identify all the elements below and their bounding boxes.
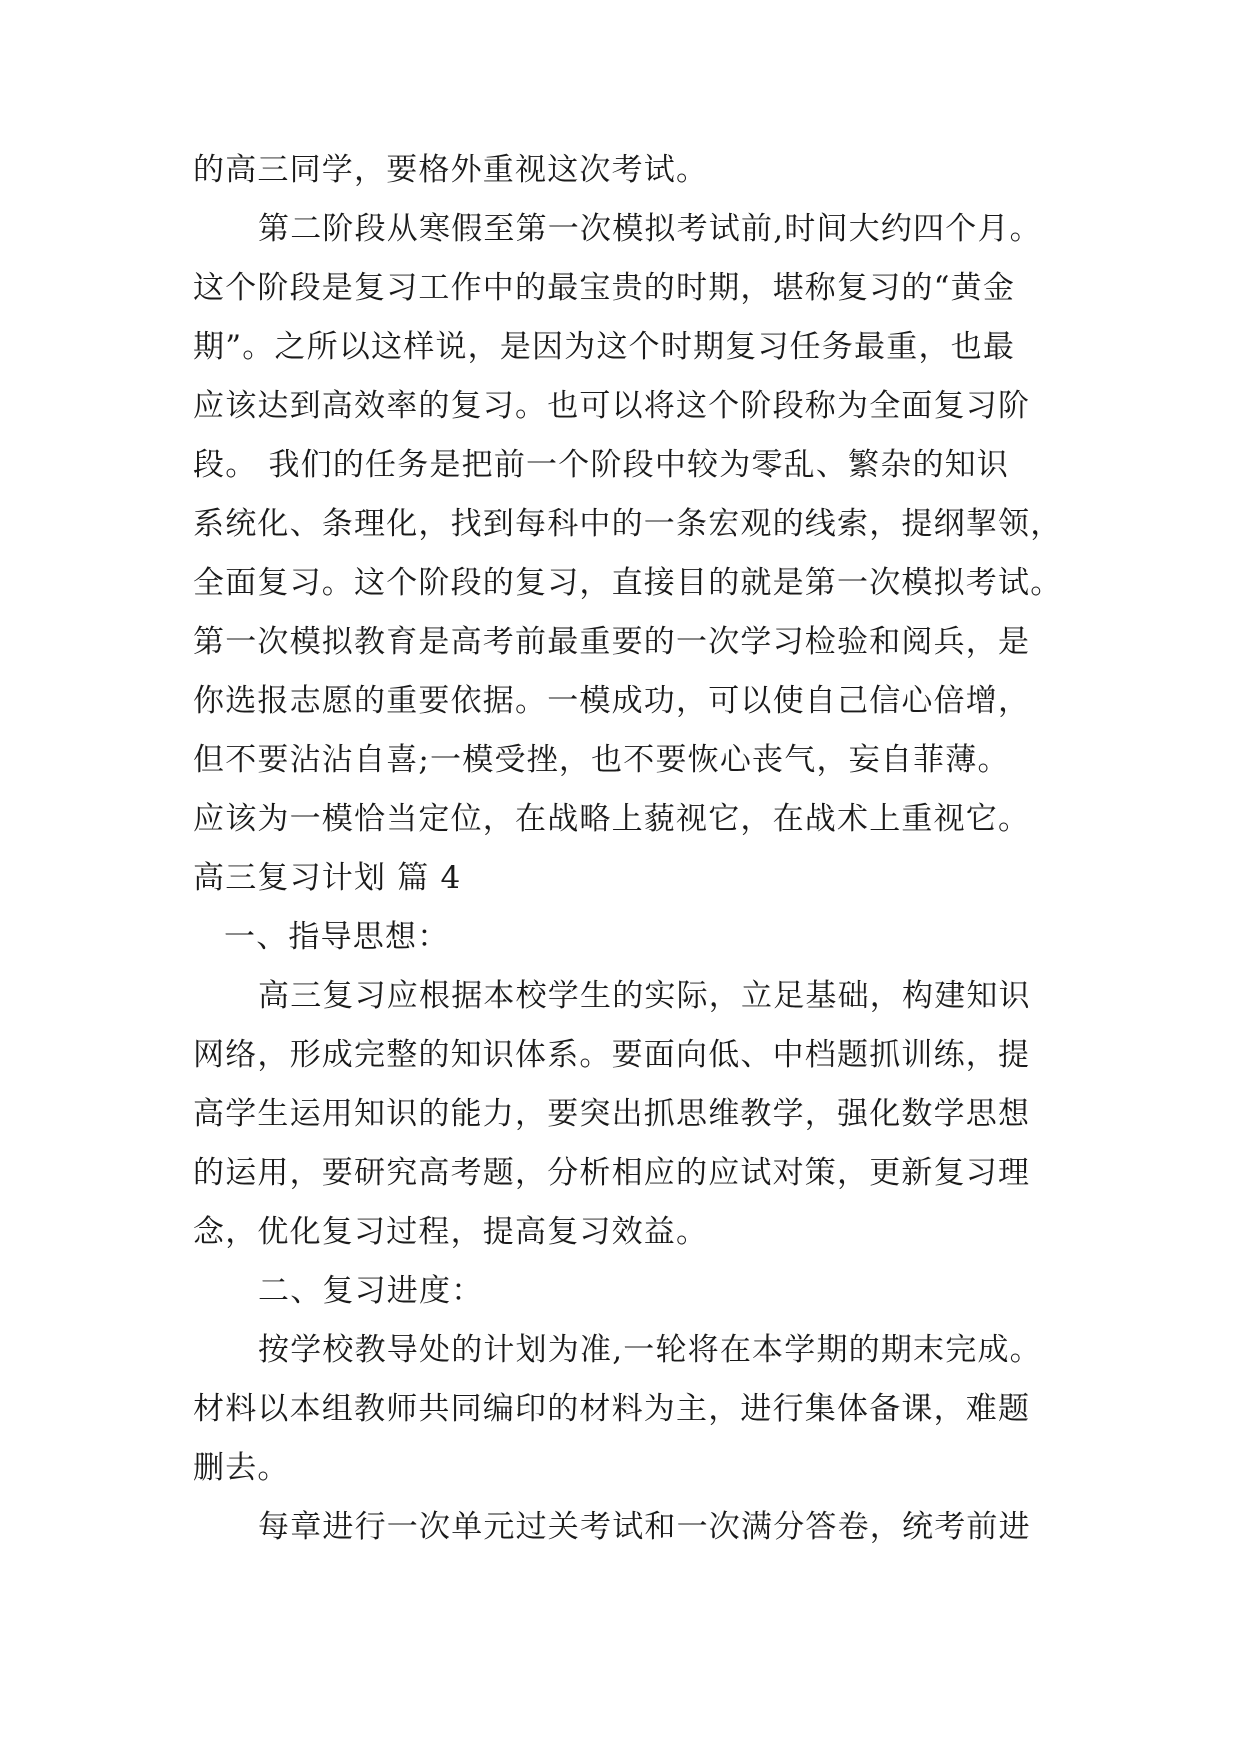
subheading: 一、指导思想：: [224, 919, 450, 955]
text-line: 的高三同学，要格外重视这次考试。: [193, 152, 709, 188]
text-line: 的运用，要研究高考题，分析相应的应试对策，更新复习理: [193, 1155, 1031, 1191]
text-line: 高三复习应根据本校学生的实际，立足基础，构建知识: [258, 978, 1031, 1014]
text-line: 但不要沾沾自喜;一模受挫，也不要恢心丧气，妄自菲薄。: [193, 742, 1010, 778]
subheading: 二、复习进度：: [258, 1273, 484, 1309]
text-line: 第一次模拟教育是高考前最重要的一次学习检验和阅兵，是: [193, 624, 1031, 660]
text-line: 全面复习。这个阶段的复习，直接目的就是第一次模拟考试。: [193, 565, 1063, 601]
text-line: 你选报志愿的重要依据。一模成功，可以使自己信心倍增，: [193, 683, 1031, 719]
section-heading: 高三复习计划 篇 4: [193, 860, 462, 896]
text-line: 删去。: [193, 1450, 290, 1486]
text-line: 应该为一模恰当定位，在战略上藐视它，在战术上重视它。: [193, 801, 1031, 837]
text-line: 应该达到高效率的复习。也可以将这个阶段称为全面复习阶: [193, 388, 1031, 424]
text-line: 材料以本组教师共同编印的材料为主，进行集体备课，难题: [193, 1391, 1031, 1427]
text-line: 高学生运用知识的能力，要突出抓思维教学，强化数学思想: [193, 1096, 1031, 1132]
text-line: 第二阶段从寒假至第一次模拟考试前,时间大约四个月。: [258, 211, 1042, 247]
text-line: 每章进行一次单元过关考试和一次满分答卷，统考前进: [258, 1509, 1031, 1545]
text-line: 念，优化复习过程，提高复习效益。: [193, 1214, 709, 1250]
text-line: 网络，形成完整的知识体系。要面向低、中档题抓训练，提: [193, 1037, 1031, 1073]
text-line: 这个阶段是复习工作中的最宝贵的时期，堪称复习的“黄金: [193, 270, 1016, 306]
text-line: 段。 我们的任务是把前一个阶段中较为零乱、繁杂的知识: [193, 447, 1010, 483]
text-line: 期”。之所以这样说，是因为这个时期复习任务最重，也最: [193, 329, 1016, 365]
text-line: 按学校教导处的计划为准,一轮将在本学期的期末完成。: [258, 1332, 1042, 1368]
text-line: 系统化、条理化，找到每科中的一条宏观的线索，提纲挈领，: [193, 506, 1063, 542]
